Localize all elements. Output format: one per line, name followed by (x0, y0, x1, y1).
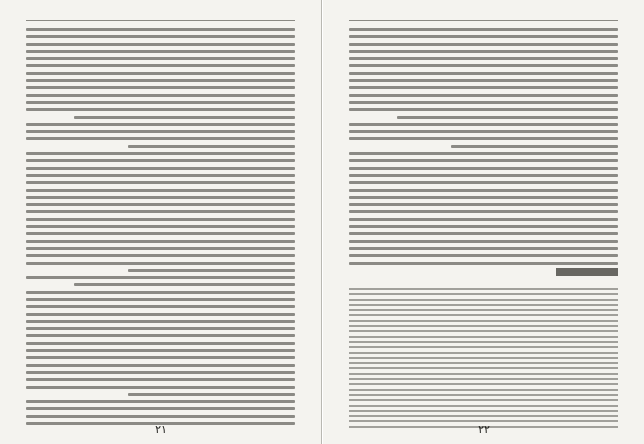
text-line-placeholder (349, 415, 618, 417)
text-line-placeholder (74, 116, 295, 119)
text-line-placeholder (26, 407, 295, 410)
text-line-placeholder (26, 64, 295, 67)
text-line-placeholder (26, 298, 295, 301)
text-line-placeholder (349, 50, 618, 53)
text-line-placeholder (349, 174, 618, 177)
text-line-placeholder (349, 86, 618, 89)
left-page-number: ۲۱ (155, 423, 167, 436)
text-line-placeholder (349, 373, 618, 375)
text-line-placeholder (26, 130, 295, 133)
text-line-placeholder (349, 288, 618, 290)
text-line-placeholder (349, 159, 618, 162)
text-line-placeholder (26, 210, 295, 213)
text-line-placeholder (349, 189, 618, 192)
text-line-placeholder (349, 405, 618, 407)
text-line-placeholder (26, 247, 295, 250)
text-line-placeholder (26, 86, 295, 89)
text-line-placeholder (26, 349, 295, 352)
text-line-placeholder (349, 378, 618, 380)
text-line-placeholder (349, 137, 618, 140)
text-line-placeholder (349, 389, 618, 391)
text-line-placeholder (349, 330, 618, 332)
text-line-placeholder (349, 325, 618, 327)
text-line-placeholder (26, 79, 295, 82)
text-line-placeholder (26, 291, 295, 294)
text-line-placeholder (26, 57, 295, 60)
text-line-placeholder (26, 159, 295, 162)
right-page-upper-text-block (349, 28, 618, 265)
text-line-placeholder (349, 309, 618, 311)
text-line-placeholder (26, 378, 295, 381)
text-line-placeholder (128, 269, 295, 272)
text-line-placeholder (26, 203, 295, 206)
text-line-placeholder (349, 240, 618, 243)
section-heading (556, 268, 618, 276)
text-line-placeholder (26, 415, 295, 418)
text-line-placeholder (349, 399, 618, 401)
text-line-placeholder (349, 43, 618, 46)
text-line-placeholder (26, 334, 295, 337)
text-line-placeholder (349, 196, 618, 199)
text-line-placeholder (349, 108, 618, 111)
text-line-placeholder (26, 386, 295, 389)
text-line-placeholder (26, 50, 295, 53)
text-line-placeholder (26, 94, 295, 97)
text-line-placeholder (349, 28, 618, 31)
running-head-rule (26, 20, 295, 21)
text-line-placeholder (26, 262, 295, 265)
text-line-placeholder (349, 394, 618, 396)
text-line-placeholder (349, 352, 618, 354)
text-line-placeholder (26, 218, 295, 221)
text-line-placeholder (26, 364, 295, 367)
notes-text-block (349, 288, 618, 428)
text-line-placeholder (26, 152, 295, 155)
text-line-placeholder (349, 357, 618, 359)
text-line-placeholder (26, 137, 295, 140)
text-line-placeholder (26, 174, 295, 177)
text-line-placeholder (26, 313, 295, 316)
text-line-placeholder (349, 299, 618, 301)
text-line-placeholder (26, 371, 295, 374)
text-line-placeholder (451, 145, 618, 148)
text-line-placeholder (26, 196, 295, 199)
section-heading-area (349, 268, 618, 280)
text-line-placeholder (349, 181, 618, 184)
text-line-placeholder (349, 35, 618, 38)
text-line-placeholder (397, 116, 618, 119)
text-line-placeholder (26, 35, 295, 38)
text-line-placeholder (26, 72, 295, 75)
text-line-placeholder (26, 181, 295, 184)
text-line-placeholder (26, 400, 295, 403)
text-line-placeholder (349, 203, 618, 206)
text-line-placeholder (26, 276, 295, 279)
text-line-placeholder (349, 152, 618, 155)
left-page-text-block (26, 28, 295, 425)
text-line-placeholder (26, 254, 295, 257)
text-line-placeholder (349, 101, 618, 104)
text-line-placeholder (349, 64, 618, 67)
text-line-placeholder (349, 254, 618, 257)
text-line-placeholder (349, 362, 618, 364)
text-line-placeholder (349, 72, 618, 75)
text-line-placeholder (349, 247, 618, 250)
text-line-placeholder (349, 410, 618, 412)
text-line-placeholder (26, 167, 295, 170)
text-line-placeholder (349, 262, 618, 265)
text-line-placeholder (26, 320, 295, 323)
text-line-placeholder (26, 108, 295, 111)
text-line-placeholder (74, 283, 295, 286)
text-line-placeholder (349, 232, 618, 235)
text-line-placeholder (349, 367, 618, 369)
running-head-rule (349, 20, 618, 21)
text-line-placeholder (349, 341, 618, 343)
text-line-placeholder (349, 123, 618, 126)
text-line-placeholder (349, 167, 618, 170)
text-line-placeholder (26, 225, 295, 228)
text-line-placeholder (349, 346, 618, 348)
text-line-placeholder (26, 356, 295, 359)
text-line-placeholder (349, 130, 618, 133)
text-line-placeholder (349, 336, 618, 338)
right-page-number: ۲۲ (478, 423, 490, 436)
text-line-placeholder (349, 218, 618, 221)
text-line-placeholder (26, 28, 295, 31)
text-line-placeholder (26, 123, 295, 126)
text-line-placeholder (349, 314, 618, 316)
text-line-placeholder (349, 304, 618, 306)
text-line-placeholder (26, 189, 295, 192)
text-line-placeholder (26, 101, 295, 104)
text-line-placeholder (26, 240, 295, 243)
text-line-placeholder (26, 342, 295, 345)
text-line-placeholder (349, 79, 618, 82)
right-page (322, 0, 644, 444)
text-line-placeholder (349, 57, 618, 60)
text-line-placeholder (349, 94, 618, 97)
text-line-placeholder (128, 393, 295, 396)
text-line-placeholder (349, 383, 618, 385)
text-line-placeholder (26, 232, 295, 235)
text-line-placeholder (349, 225, 618, 228)
text-line-placeholder (26, 327, 295, 330)
text-line-placeholder (349, 293, 618, 295)
text-line-placeholder (349, 210, 618, 213)
text-line-placeholder (26, 305, 295, 308)
text-line-placeholder (128, 145, 295, 148)
text-line-placeholder (26, 43, 295, 46)
text-line-placeholder (349, 320, 618, 322)
